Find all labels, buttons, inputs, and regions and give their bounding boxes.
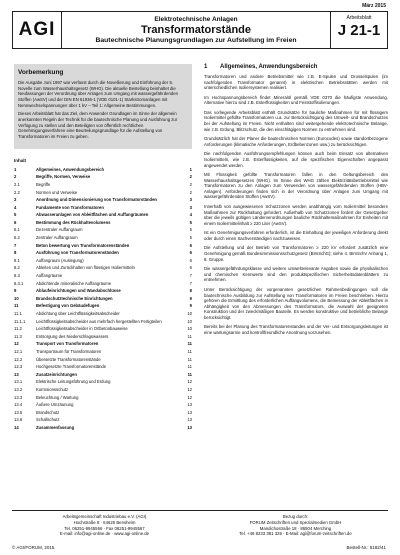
section-paragraph: Bereits bei der Planung des Transformatorenstandes und der Ver- und Entsorgungsleitungen ist eine wartungsarme und kontrollfreundliche Anordnung vorzusehen. (204, 324, 388, 335)
toc-entry-title: Brandschutz (36, 409, 60, 415)
sheet-number: J 21-1 (337, 22, 381, 39)
toc-entry-number: 6.1 (14, 227, 20, 233)
toc-entry-number: 7 (14, 242, 17, 248)
document-header (12, 11, 388, 49)
toc-entry-number: 12.1 (14, 348, 23, 354)
toc-entry (14, 280, 192, 288)
toc-entry (14, 287, 192, 295)
toc-entry (14, 348, 192, 356)
toc-entry (14, 211, 192, 219)
toc-entry (14, 318, 192, 326)
toc-entry (14, 219, 192, 227)
toc-entry-title: Abdichtung über Leichtflüssigkeitsabscheider (36, 311, 120, 316)
toc-entry (14, 325, 192, 333)
toc-entry-title: Abwasseranlagen von Ableitflächen und Auffangräumen (36, 212, 149, 218)
footer (12, 510, 388, 537)
toc-entry-number: 13.6 (14, 417, 23, 423)
toc-entry-page: 2 (189, 189, 192, 195)
toc-entry-title: Bestimmung des Rückhaltevolumens (36, 219, 111, 225)
toc-entry-page: 11 (187, 348, 192, 354)
toc-entry (14, 242, 192, 250)
preface-box (14, 64, 192, 149)
toc-entry (14, 196, 192, 204)
toc-entry-title: Zusatzeinrichtungen (36, 371, 77, 377)
toc-entry-title: Korrosionsschutz (36, 386, 69, 392)
order-number: Bestell-Nr.: 5182/41 (346, 545, 386, 550)
toc-entry-title: Allgemeines, Anwendungsbereich (36, 166, 105, 172)
section-body (204, 74, 388, 336)
sheet-label: Arbeitsblatt (346, 15, 372, 21)
toc-entry-title: Brandschutztechnische Einrichtungen (36, 295, 113, 301)
toc-entry-number: 1 (14, 166, 17, 172)
toc-entry-number: 13.2 (14, 386, 23, 392)
publication-date: März 2015 (362, 3, 386, 9)
distributor-address (203, 514, 388, 537)
toc-entry-page: 11 (187, 356, 192, 362)
footer-line: Bezug durch: (282, 514, 309, 519)
toc-entry (14, 378, 192, 386)
toc-entry-page: 3 (189, 204, 192, 210)
toc-entry-number: 13.1 (14, 379, 23, 385)
toc-entry-title: Ableiten und Zurückhalten von flüssigen Isoliermitteln (36, 265, 135, 271)
toc-entry-page: 10 (187, 318, 192, 324)
toc-entry-page: 10 (187, 311, 192, 316)
section-paragraph: Ist ein Genehmigungsverfahren erforderlich, ist die Einhaltung der jeweiligen Anforderung direkt oder durch einen Sachverständigen nachzuweisen. (204, 230, 388, 241)
section-paragraph: Innerhalb von ausgewiesenen Schutzzonen werden unabhängig vom Isoliermittel besondere Maßnahmen zur Rückhaltung gefordert. Außerhalb von Schutzzonen fordert der Gesetzgeber über die jeweils gültigen Länderverordnungen bauliche Rückhaltemaßnahmen für Einheiten mit einem Isoliermittelinhalt ≥ 220 Liter (AwSV). (204, 203, 388, 226)
toc-entry-page: 7 (189, 273, 192, 279)
toc-entry-number: 10 (14, 295, 19, 301)
table-of-contents (14, 166, 192, 432)
toc-entry-number: 2.1 (14, 181, 20, 187)
toc-entry-page: 13 (187, 424, 192, 430)
footer-line: Tel. 06251-9945566 · Fax 06251-9945567 (64, 525, 145, 531)
header-title: Transformatorstände (140, 24, 252, 36)
footer-line: Mandichostraße 18 · 86504 Merching (259, 525, 332, 531)
toc-entry-page: 11 (187, 341, 192, 347)
toc-entry-title: Begriffe, Normen, Verweise (36, 174, 91, 180)
toc-entry-number: 11.1 (14, 311, 22, 316)
toc-entry-number: 13.3 (14, 394, 23, 400)
toc-entry (14, 371, 192, 379)
toc-entry-page: 11 (187, 364, 192, 370)
toc-entry-number: 13.5 (14, 409, 23, 415)
toc-entry-title: Auffangraum (Auslegung) (36, 257, 84, 263)
toc-entry-title: Transport von Transformatoren (36, 341, 99, 347)
toc-entry (14, 226, 192, 234)
toc-entry-title: Zentraler Auffangraum (36, 235, 78, 241)
header-title-block (61, 12, 331, 48)
toc-entry-number: 8.1 (14, 257, 20, 263)
toc-entry (14, 234, 192, 242)
toc-entry-page: 9 (189, 295, 192, 301)
toc-entry-number: 11 (14, 303, 19, 309)
toc-entry-page: 6 (189, 265, 192, 271)
toc-entry-title: Äußere Umzäunung (36, 402, 74, 408)
toc-entry-title: Begriffe (36, 181, 51, 187)
section-paragraph: Unter Berücksichtigung der vorgenannten gesetzlichen Rahmenbedingungen soll die bautechnische Ausbildung zur Aufstellung von Transformatoren im Freien beschrieben. Hierzu gehören die Ermittlung des erforderlichen Auffangvolumens, die Bemessung der Ableitflächen in Abhängigkeit von den Abmessungen des Transformators, die Auswahl der geeigneten Konstruktion und der zweckmäßigen Bauteile. Es werden konstruktive und betriebliche Belange berücksichtigt. (204, 286, 388, 320)
toc-entry-number: 3 (14, 197, 17, 203)
section-paragraph: Mit Flüssigkeit gefüllte Transformatoren fallen in den Geltungsbereich des Wasserhaushaltsgesetzes (WHG). Im Sinne des WHG zählen Elektrizitätsbetriebsmittel wie Transformatoren zu den Anlagen zum Verwenden von wassergefährdenden Stoffen (HBV-Anlagen). Anforderungen finden sich in der Verordnung über Anlagen zum Umgang mit wassergefährdenden Stoffen (AwSV). (204, 172, 388, 200)
toc-entry-page: 2 (189, 181, 192, 187)
toc-entry-title: Abdichtende mineralische Auffangräume (36, 280, 112, 286)
toc-entry (14, 356, 192, 364)
toc-entry-number: 6 (14, 219, 17, 225)
toc-entry (14, 173, 192, 181)
toc-entry-title: Auffangräume (36, 273, 63, 279)
toc-entry (14, 302, 192, 310)
toc-entry-page: 5 (189, 219, 192, 225)
toc-entry (14, 264, 192, 272)
toc-entry-number: 8.3 (14, 273, 20, 279)
copyright: © AGI/FORUM, 2015 (12, 545, 55, 550)
toc-entry-page: 5 (189, 235, 192, 241)
toc-entry-page: 5 (189, 227, 192, 233)
toc-entry-title: Entsorgung des Niederschlagswassers (36, 333, 109, 339)
toc-entry (14, 363, 192, 371)
section-title: Allgemeines, Anwendungsbereich (220, 64, 318, 70)
toc-entry-number: 11.2 (14, 326, 22, 332)
toc-entry-title: Schallschutz (36, 417, 60, 423)
toc-entry (14, 166, 192, 174)
toc-entry-title: Normen und Verweise (36, 189, 78, 195)
toc-entry (14, 204, 192, 212)
section-heading (204, 64, 388, 70)
toc-entry (14, 340, 192, 348)
preface-paragraph: Die Ausgabe Juni 1997 war verfasst durch die Novellierung und Einführung der 5. Novelle zum Wasserhaushaltsgesetz (WHG). Die aktuelle Bestellung beinhaltet die Neufassungen der Verordnung über Anlagen zum Umgang mit wassergefährdenden Stoffen (AwSV) und der DIN EN 61936-1 (VDE 0101-1) Starkstromanlagen mit Nennwechselspannungen über 1 kV – Teil 1: Allgemeine Bestimmungen. (18, 80, 179, 108)
toc-entry-number: 9 (14, 288, 17, 294)
toc-entry-number: 11.1.1 (14, 318, 26, 324)
toc-entry-title: Fundamente von Transformatoren (36, 204, 104, 210)
toc-entry-title: Hochgesetzte Transformatorenstände (36, 364, 107, 370)
toc-entry-page: 1 (189, 166, 192, 172)
toc-entry (14, 424, 192, 432)
toc-entry-title: Zusammenfassung (36, 424, 75, 430)
toc-entry-page: 12 (187, 379, 192, 385)
toc-entry-number: 12.3 (14, 364, 23, 370)
toc-entry-page: 3 (189, 197, 192, 203)
toc-entry-page: 11 (187, 333, 192, 339)
toc-entry (14, 181, 192, 189)
toc-entry-title: Transportraum für Transformatoren (36, 348, 102, 354)
footer-line: FORUM Zeitschriften und Spezialmedien GmbH (249, 519, 342, 525)
toc-entry (14, 416, 192, 424)
toc-entry-title: Leichtflüssigkeitsabscheider in Ortbetonbauweise (36, 326, 128, 332)
toc-entry-number: 2 (14, 174, 17, 180)
toc-entry-page: 13 (187, 402, 192, 408)
toc-entry (14, 295, 192, 303)
header-subtitle: Elektrotechnische Anlagen (154, 16, 238, 23)
toc-entry-title: Übersetzte Transformatorenstände (36, 356, 101, 362)
toc-entry (14, 409, 192, 417)
section-paragraph: Die Aufstellung und der Betrieb von Transformatoren ≥ 220 kV erfordert zusätzlich eine Genehmigung gemäß Bundesimmissionsschutzgesetz (BImSchG); siehe 4. BImSchV Anhang 1, 8. Gruppe. (204, 245, 388, 262)
toc-entry (14, 394, 192, 402)
footer-line: Arbeitsgemeinschaft Industriebau e.V. (AGI) (62, 514, 147, 519)
right-column (204, 64, 388, 340)
toc-entry (14, 310, 192, 318)
toc-entry (14, 401, 192, 409)
toc-entry-page: 12 (187, 394, 192, 400)
toc-entry-title: Beleuchtung / Wartung (36, 394, 79, 400)
toc-entry-page: 12 (187, 386, 192, 392)
toc-entry-number: 8.2 (14, 265, 20, 271)
footer-line: Hochstraße 8 · 64625 Bensheim (73, 519, 136, 525)
toc-entry (14, 272, 192, 280)
footer-line: E-mail: info@agi-online.de · www.agi-online.de (59, 531, 150, 537)
preface-paragraph: Dieses Arbeitsblatt hat das Ziel, dem Anwender Grundlagen im Sinne der allgemein anerkannten Regeln der Technik für die bautechnische Planung und Ausführung zur Verfügung zu stellen und den Beteiligten von öffentlich rechtlichen Genehmigungsverfahren eine Beurteilungsgrundlage für die Aufstellung von Transformatoren im Freien zu geben. (18, 111, 178, 140)
toc-entry-number: 14 (14, 424, 19, 430)
toc-entry-page: 6 (189, 242, 192, 248)
toc-entry-page: 13 (187, 409, 192, 415)
publisher-address (12, 514, 197, 537)
toc-entry-title: Anordnung und Dimensionierung von Transformatorständen (36, 197, 157, 203)
section-paragraph: Grundsätzlich hat der Planer die bautechnischen Normen (Eurocodes) sowie standortbezogene Anforderungen (klimatische Anforderungen, Erdbebenzonen usw.) zu berücksichtigen. (204, 136, 388, 147)
toc-entry (14, 386, 192, 394)
toc-entry-page: 9 (189, 303, 192, 309)
toc-entry-page: 4 (189, 212, 192, 218)
toc-entry-page: 10 (187, 326, 192, 332)
toc-heading: Inhalt (14, 157, 26, 163)
toc-entry-page: 7 (189, 280, 192, 286)
header-description: Bautechnische Planungsgrundlagen zur Aufstellung im Freien (95, 37, 297, 44)
toc-entry-title: Dezentraler Auffangraum (36, 227, 83, 233)
toc-entry-title: Leichtflüssigkeitsabscheider aus mehrfach hergestellten Fertigteilen (36, 318, 162, 324)
toc-entry-number: 6.2 (14, 235, 20, 241)
toc-entry-number: 12 (14, 341, 19, 347)
toc-entry-number: 5 (14, 212, 17, 218)
section-paragraph: Die nachfolgenden Ausführungsempfehlungen können auch beim Einsatz von alternativen Isoliermitteln, wie z.B. Esterflüssigkeiten, auf die spezifischen Eigenschaften angepasst angewendet werden. (204, 151, 388, 168)
toc-entry-title: Ausführung von Transformatorenständen (36, 250, 119, 256)
toc-entry-page: 6 (189, 257, 192, 263)
toc-entry (14, 249, 192, 257)
toc-entry-title: Beton bewertung von Transformatorenständen (36, 242, 130, 248)
toc-entry-number: 13 (14, 371, 19, 377)
footer-line: Tel. +49 8233 381 329 · E-Mail: agi@forum-zeitschriften.de (239, 531, 352, 537)
toc-entry (14, 257, 192, 265)
toc-entry-title: Ablaufeinrichtungen und Wandabschlüsse (36, 288, 121, 294)
toc-entry (14, 333, 192, 341)
toc-entry-title: Befestigung von Gebäudefugen (36, 303, 100, 309)
toc-entry-number: 8 (14, 250, 17, 256)
toc-entry-page: 13 (187, 417, 192, 423)
toc-entry (14, 189, 192, 197)
sheet-id-block (330, 12, 387, 48)
toc-entry-number: 8.3.1 (14, 280, 24, 286)
toc-entry-title: Elektrische Leitungsführung und Erdung (36, 379, 111, 385)
preface-title: Vorbemerkung (18, 69, 64, 76)
toc-entry-page: 6 (189, 250, 192, 256)
left-column (14, 64, 192, 432)
toc-entry-number: 11.3 (14, 333, 22, 339)
toc-entry-number: 2.2 (14, 189, 20, 195)
toc-entry-number: 12.2 (14, 356, 23, 362)
toc-entry-number: 13.4 (14, 402, 23, 408)
toc-entry-page: 2 (189, 174, 192, 180)
section-paragraph: Das vorliegende Arbeitsblatt enthält Grundsätze für bauliche Maßnahmen für mit flüssigem Isoliermittel gefüllte Transformatoren u.a. zur Berücksichtigung des Umwelt- und Brandschutzes bei der Aufstellung im Freien. Nicht enthalten sind weitergehende elektrotechnische Belange, wie z.B. Erdung, Blitzschutz, die den einschlägigen Normen zu entnehmen sind. (204, 109, 388, 132)
toc-entry-page: 8 (189, 288, 192, 294)
section-paragraph: Die wassergefährdungsklasse und weitere umweltrelevante Angaben sowie die physikalischen und chemischen Kennwerte sind den produktspezifischen Sicherheitsdatenblättern zu entnehmen. (204, 266, 388, 283)
toc-entry-number: 4 (14, 204, 17, 210)
agi-logo: AGI (13, 12, 62, 48)
section-paragraph: Transformatoren und andere Betriebsmittel wie z.B. E-Spulen und Drosselspulen (im nachfolgenden Transformator genannt) in elektrischen Betriebsstätten werden mit unterschiedlichen Isoliersystemen realisiert. (204, 74, 388, 91)
section-paragraph: Im Hochspannungsbereich findet Mineralöl gemäß VDE 0370 die häufigste Anwendung. Alternative hierzu sind z.B. Esterflüssigkeiten und Feststoffisolierungen. (204, 94, 388, 106)
toc-entry-page: 11 (187, 371, 192, 377)
section-number: 1 (204, 64, 208, 70)
